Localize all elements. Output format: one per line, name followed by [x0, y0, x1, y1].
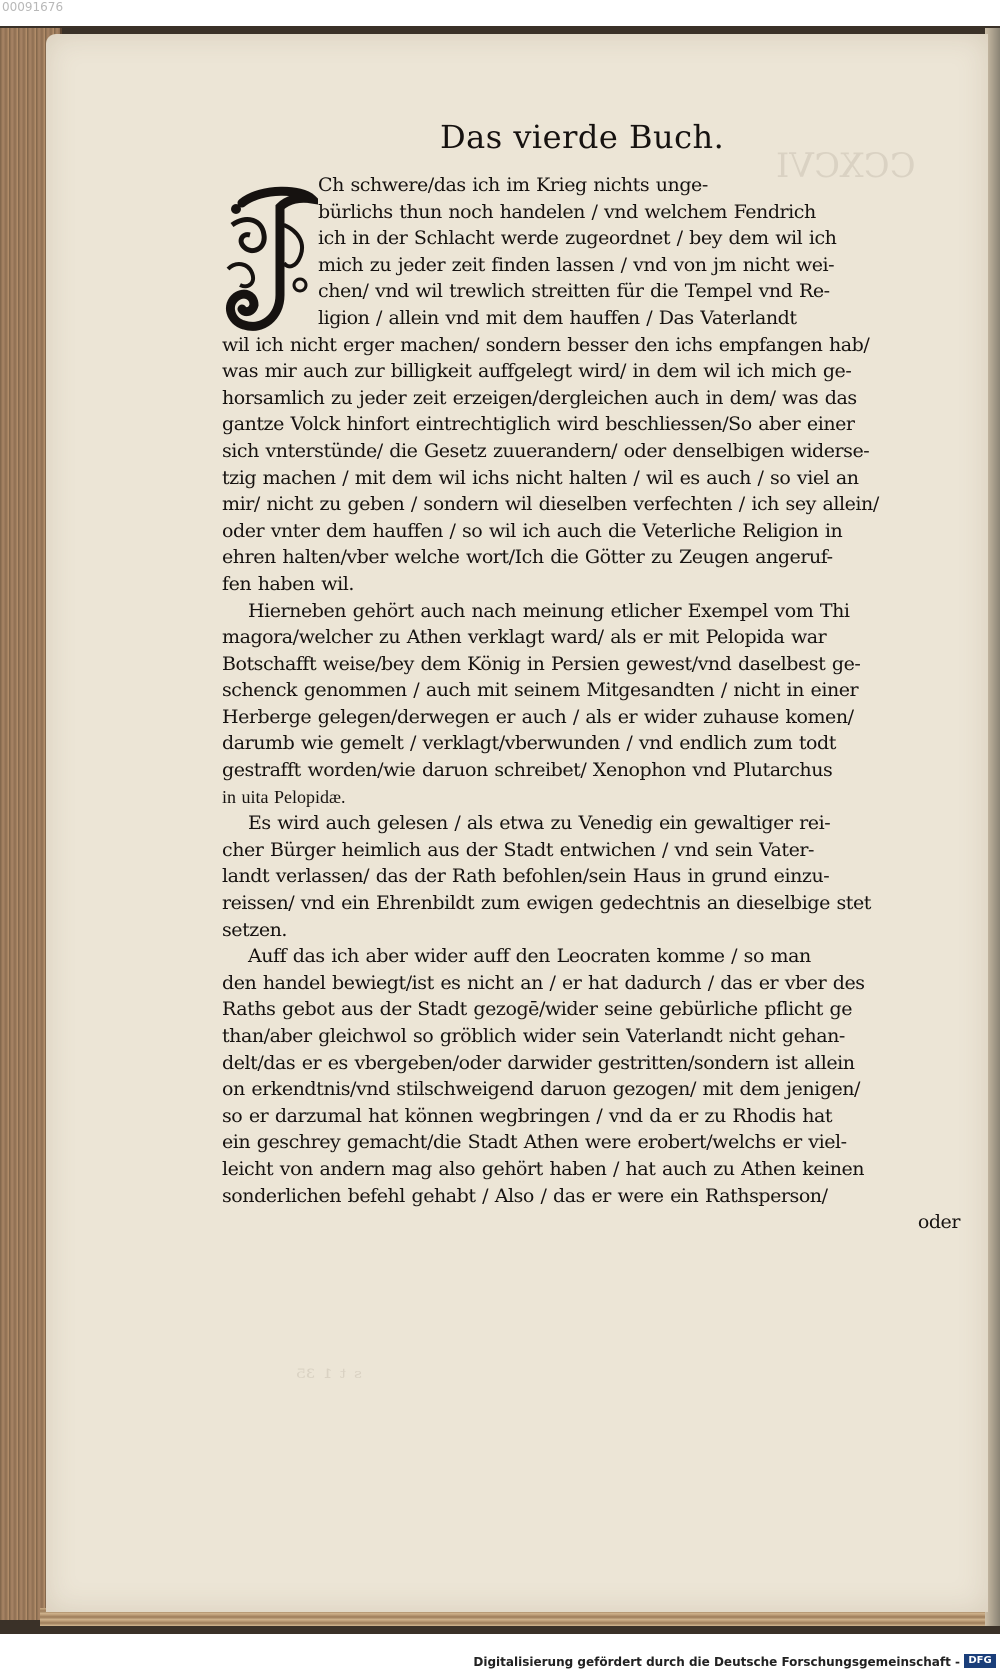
text-line: mich zu jeder zeit finden lassen / vnd von jm nicht wei- [318, 253, 835, 276]
text-line: wil ich nicht erger machen/ sondern besser den ichs empfangen hab/ [222, 333, 870, 356]
text-line: ehren halten/vber welche wort/Ich die Götter zu Zeugen angeruf- [222, 546, 833, 569]
text-line: leicht von andern mag also gehört haben / hat auch zu Athen keinen [222, 1157, 865, 1180]
text-line: gestrafft worden/wie daruon schreibet/ Xenophon vnd Plutarchus [222, 759, 833, 782]
text-line: ich in der Schlacht werde zugeordnet / bey dem wil ich [318, 227, 837, 250]
body-text [222, 172, 964, 1236]
show-through-folio: CCXCVI [776, 146, 916, 186]
text-line: chen/ vnd wil trewlich streitten für die Tempel vnd Re- [318, 280, 830, 303]
text-line: Ch schwere/das ich im Krieg nichts unge- [318, 174, 708, 196]
text-line: Herberge gelegen/derwegen er auch / als er wider zuhause komen/ [222, 705, 854, 728]
text-line: sich vnterstünde/ die Gesetz zuuerandern/ oder denselbigen widerse- [222, 439, 870, 462]
text-line: gantze Volck hinfort eintrechtiglich wird beschliessen/So aber einer [222, 413, 855, 436]
text-line: schenck genommen / auch mit seinem Mitgesandten / nicht in einer [222, 679, 859, 702]
text-line: than/aber gleichwol so gröblich wider sein Vaterlandt nicht gehan- [222, 1025, 845, 1047]
funding-credit: Digitalisierung gefördert durch die Deutsche Forschungsgemeinschaft - [473, 1655, 960, 1669]
catchword: oder [917, 1211, 960, 1234]
running-head: Das vierde Buch. [440, 118, 725, 156]
text-line: landt verlassen/ das der Rath befohlen/sein Haus in grund einzu- [222, 865, 830, 888]
text-line: on erkendtnis/vnd stilschweigend daruon gezogen/ mit dem jenigen/ [222, 1078, 861, 1101]
text-line: oder vnter dem hauffen / so wil ich auch die Veterliche Religion in [222, 519, 843, 542]
text-line: mir/ nicht zu geben / sondern wil dieselben verfechten / ich sey allein/ [222, 493, 879, 516]
text-line: darumb wie gemelt / verklagt/vberwunden / vnd endlich zum todt [222, 732, 836, 755]
text-line: Auff das ich aber wider auff den Leocraten komme / so man [248, 945, 811, 968]
text-line: sonderlichen befehl gehabt / Also / das er were ein Rathsperson/ [222, 1184, 828, 1207]
show-through-mark: ˢ ᵗ ¹ ³⁵ [296, 1364, 362, 1392]
dfg-logo: DFG [964, 1654, 996, 1668]
text-line: reissen/ vnd ein Ehrenbildt zum ewigen gedechtnis an dieselbige stet [222, 892, 871, 915]
scan-id: 00091676 [2, 0, 64, 14]
text-line: bürlichs thun noch handelen / vnd welchem Fendrich [318, 200, 816, 223]
text-line: in uita Pelopidæ. [222, 786, 346, 807]
text-line: ein geschrey gemacht/die Stadt Athen were erobert/welchs er viel- [222, 1131, 847, 1154]
text-line: was mir auch zur billigkeit auffgelegt wird/ in dem wil ich mich ge- [222, 360, 852, 383]
text-line: magora/welcher zu Athen verklagt ward/ als er mit Pelopida war [222, 626, 827, 649]
text-line: setzen. [222, 918, 288, 941]
text-line: horsamlich zu jeder zeit erzeigen/dergleichen auch in dem/ was das [222, 386, 857, 409]
text-line: ligion / allein vnd mit dem hauffen / Das Vaterlandt [318, 306, 797, 329]
text-line: Es wird auch gelesen / als etwa zu Venedig ein gewaltiger rei- [248, 812, 831, 835]
text-line: Botschafft weise/bey dem König in Persien gewest/vnd daselbest ge- [222, 652, 861, 675]
text-line: den handel bewiegt/ist es nicht an / er hat dadurch / das er vber des [222, 971, 865, 994]
text-line: Hierneben gehört auch nach meinung etlicher Exempel vom Thi [248, 599, 850, 622]
text-line: cher Bürger heimlich aus der Stadt entwichen / vnd sein Vater- [222, 838, 815, 861]
text-line: Raths gebot aus der Stadt gezogē/wider seine gebürliche pflicht ge [222, 998, 853, 1021]
text-line: delt/das er es vbergeben/oder darwider gestritten/sondern ist allein [222, 1051, 855, 1074]
text-line: tzig machen / mit dem wil ichs nicht halten / wil es auch / so viel an [222, 466, 859, 489]
text-line: so er darzumal hat können wegbringen / vnd da er zu Rhodis hat [222, 1104, 833, 1127]
text-line: fen haben wil. [222, 572, 354, 595]
